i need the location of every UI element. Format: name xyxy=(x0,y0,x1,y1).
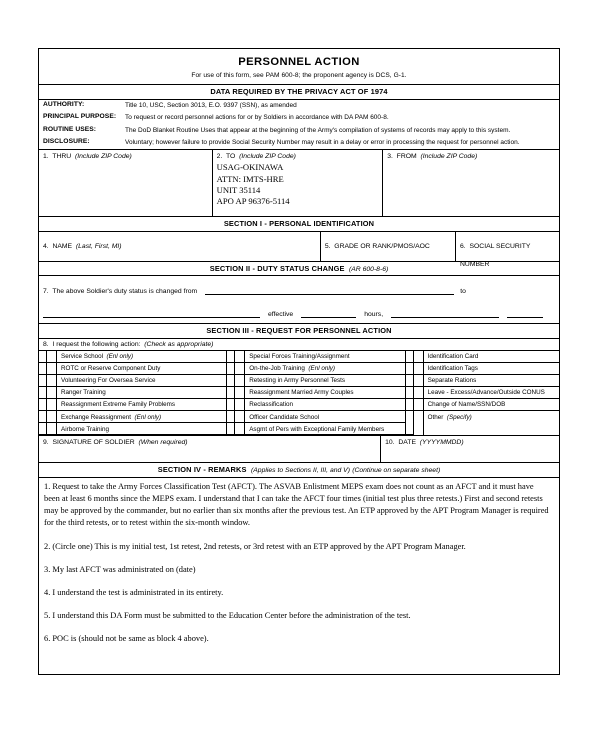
remarks-paragraph: 5. I understand this DA Form must be submitted to the Education Center before the administration of the test. xyxy=(44,611,411,621)
action-item-officer-candidate-school[interactable] xyxy=(227,411,405,423)
privacy-text-routine-uses: The DoD Blanket Routine Uses that appear at the beginning of the Army's compilation of systems of records may apply to this system. xyxy=(125,126,511,134)
action-label: Volunteering For Oversea Service xyxy=(57,375,227,387)
address-line: USAG-OKINAWA xyxy=(216,162,284,173)
privacy-act-block xyxy=(39,100,559,151)
section-4-band: SECTION IV - REMARKS (Applies to Sections II, III, and V) (Continue on separate sheet) xyxy=(39,463,559,478)
action-column-3 xyxy=(406,351,559,436)
action-label: Identification Tags xyxy=(424,363,559,375)
action-label: ROTC or Reserve Component Duty xyxy=(57,363,227,375)
action-label: On-the-Job Training (Enl only) xyxy=(245,363,405,375)
field-thru[interactable] xyxy=(39,150,213,216)
action-label: Leave - Excess/Advance/Outside CONUS xyxy=(424,387,559,399)
field-grade-rank-label: 5. GRADE OR RANK/PMOS/AOC xyxy=(324,242,430,250)
remarks-paragraph: 3. My last AFCT was administrated on (date) xyxy=(44,564,196,574)
checkbox-retesting-army-personnel-tests[interactable] xyxy=(235,375,245,387)
remarks-body[interactable] xyxy=(39,478,559,674)
duty-status-effective-label: effective xyxy=(268,311,294,319)
spacer-cell xyxy=(406,375,414,387)
section-2-band: SECTION II - DUTY STATUS CHANGE (AR 600-8-6) xyxy=(39,262,559,277)
action-item-other[interactable] xyxy=(406,411,559,435)
action-label: Asgmt of Pers with Exceptional Family Members xyxy=(245,423,405,435)
privacy-row-routine-uses xyxy=(39,124,559,136)
action-item-reassignment-married-army-couples[interactable] xyxy=(227,387,405,399)
action-checkbox-table xyxy=(39,351,559,436)
signature-date-row xyxy=(39,435,559,463)
address-line: APO AP 96376-5114 xyxy=(216,196,290,207)
field-date[interactable] xyxy=(381,436,559,462)
field-from-label: 3. FROM (Include ZIP Code) xyxy=(387,153,478,161)
action-label: Retesting in Army Personnel Tests xyxy=(245,375,405,387)
checkbox-exchange-reassignment[interactable] xyxy=(47,411,57,423)
action-label: Reclassification xyxy=(245,399,405,411)
action-item-service-school[interactable] xyxy=(39,351,227,363)
action-item-rotc-reserve-component-duty[interactable] xyxy=(39,363,227,375)
remarks-paragraph: 1. Request to take the Army Forces Classification Test (AFCT). The ASVAB Enlistment MEPS exam does not count as an AFCT and it must have been at least 6 months since the MEPS exam. I understand that I can take the AFCT four times (initial test plus three retests.) First and second retests may be approved by the commander, but no earlier than six months after the previous test. An ETP approved by the APT Program Manager is required for the third retests, or to retest within the six-month window. xyxy=(44,481,549,528)
remarks-paragraph: 2. (Circle one) This is my initial test, 1st retest, 2nd retests, or 3rd retest with an ETP approved by the APT Program Manager. xyxy=(44,541,466,551)
spacer-cell xyxy=(227,399,235,411)
privacy-row-principal-purpose xyxy=(39,112,559,124)
address-line: UNIT 35114 xyxy=(216,184,261,195)
action-item-identification-card[interactable] xyxy=(406,351,559,363)
privacy-act-band: DATA REQUIRED BY THE PRIVACY ACT OF 1974 xyxy=(39,85,559,100)
action-item-retesting-army-personnel-tests[interactable] xyxy=(227,375,405,387)
action-item-reassignment-extreme-family-problems[interactable] xyxy=(39,399,227,411)
form-title-block xyxy=(39,49,559,85)
field-to-label: 2. TO (Include ZIP Code) xyxy=(216,153,296,161)
privacy-label-authority: AUTHORITY: xyxy=(43,101,85,108)
action-label: Reassignment Married Army Couples xyxy=(245,387,405,399)
checkbox-service-school[interactable] xyxy=(47,351,57,363)
action-item-change-of-name-ssn-dob[interactable] xyxy=(406,399,559,411)
spacer-cell xyxy=(406,363,414,375)
duty-status-line-2 xyxy=(43,308,555,318)
action-label: Officer Candidate School xyxy=(245,411,405,423)
field-signature[interactable] xyxy=(39,436,381,462)
spacer-cell xyxy=(406,351,414,363)
routing-row xyxy=(39,150,559,217)
spacer-cell xyxy=(39,363,47,375)
action-item-volunteering-oversea-service[interactable] xyxy=(39,375,227,387)
checkbox-identification-card[interactable] xyxy=(414,351,424,363)
action-column-2 xyxy=(227,351,405,436)
form-subtitle: For use of this form, see PAM 600-8; the proponent agency is DCS, G-1. xyxy=(191,72,407,79)
privacy-label-disclosure: DISCLOSURE: xyxy=(43,138,90,146)
action-item-separate-rations[interactable] xyxy=(406,375,559,387)
spacer-cell xyxy=(39,399,47,411)
spacer-cell xyxy=(227,387,235,399)
action-label: Special Forces Training/Assignment xyxy=(245,351,405,363)
spacer-cell xyxy=(39,411,47,423)
duty-status-trailing-input[interactable] xyxy=(507,308,543,318)
spacer-cell xyxy=(406,411,414,435)
field-to[interactable] xyxy=(213,150,384,216)
page-title: PERSONNEL ACTION xyxy=(238,56,360,68)
action-item-ranger-training[interactable] xyxy=(39,387,227,399)
checkbox-identification-tags[interactable] xyxy=(414,363,424,375)
action-label: Service School (Enl only) xyxy=(57,351,227,363)
field-signature-label: 9. SIGNATURE OF SOLDIER (When required) xyxy=(43,438,188,446)
remarks-paragraph: 4. I understand the test is administrated in its entirety. xyxy=(44,587,224,597)
spacer-cell xyxy=(39,387,47,399)
duty-status-to-label: to xyxy=(460,288,466,296)
privacy-row-disclosure xyxy=(39,137,559,149)
checkbox-reassignment-married-army-couples[interactable] xyxy=(235,387,245,399)
checkbox-on-the-job-training[interactable] xyxy=(235,363,245,375)
action-label: Exchange Reassignment (Enl only) xyxy=(57,411,227,423)
spacer-cell xyxy=(227,363,235,375)
checkbox-leave-excess-advance-outside-conus[interactable] xyxy=(414,387,424,399)
checkbox-ranger-training[interactable] xyxy=(47,387,57,399)
action-item-asgmt-pers-exceptional-family-members[interactable] xyxy=(227,423,405,435)
action-item-on-the-job-training[interactable] xyxy=(227,363,405,375)
field-name[interactable] xyxy=(39,232,321,261)
privacy-label-principal-purpose: PRINCIPAL PURPOSE: xyxy=(43,113,117,121)
action-column-1 xyxy=(39,351,227,436)
field-to-value xyxy=(217,162,383,207)
action-label: Airborne Training xyxy=(57,423,227,435)
privacy-text-disclosure: Voluntary; however failure to provide Social Security Number may result in a delay or error in processing the request for personnel action. xyxy=(125,139,520,147)
checkbox-asgmt-pers-exceptional-family-members[interactable] xyxy=(235,423,245,435)
field-grade-rank[interactable] xyxy=(321,232,456,261)
action-label: Identification Card xyxy=(424,351,559,363)
duty-status-item-number: 7. The above Soldier's duty status is changed from xyxy=(43,288,198,296)
spacer-cell xyxy=(406,387,414,399)
privacy-label-routine-uses: ROUTINE USES: xyxy=(43,125,97,133)
checkbox-reclassification[interactable] xyxy=(235,399,245,411)
address-line: ATTN: IMTS-HRE xyxy=(216,173,284,184)
spacer-cell xyxy=(39,375,47,387)
action-label: Separate Rations xyxy=(424,375,559,387)
action-label: Other (Specify) xyxy=(427,413,472,421)
privacy-text-principal-purpose: To request or record personnel actions for or by Soldiers in accordance with DA PAM 600-8. xyxy=(125,114,389,122)
remarks-paragraph: 6. POC is (should not be same as block 4 above). xyxy=(44,634,209,644)
action-label: Ranger Training xyxy=(57,387,227,399)
checkbox-change-of-name-ssn-dob[interactable] xyxy=(414,399,424,411)
field-from[interactable] xyxy=(383,150,559,216)
checkbox-other[interactable] xyxy=(414,411,424,435)
checkbox-airborne-training[interactable] xyxy=(47,423,57,435)
checkbox-separate-rations[interactable] xyxy=(414,375,424,387)
checkbox-reassignment-extreme-family-problems[interactable] xyxy=(47,399,57,411)
duty-status-extra-input[interactable] xyxy=(391,308,499,318)
duty-status-effective-date-input[interactable] xyxy=(301,308,356,318)
spacer-cell xyxy=(227,351,235,363)
section-2-body xyxy=(39,276,559,324)
duty-status-from-input[interactable] xyxy=(205,285,454,295)
duty-status-hours-label: hours, xyxy=(364,311,384,319)
field-ssn[interactable] xyxy=(456,232,559,268)
action-item-leave-excess-advance-outside-conus[interactable] xyxy=(406,387,559,399)
action-item-airborne-training[interactable] xyxy=(39,423,227,435)
spacer-cell xyxy=(406,399,414,411)
action-item-special-forces-training-assignment[interactable] xyxy=(227,351,405,363)
field-date-label: 10. DATE (YYYYMMDD) xyxy=(385,438,464,446)
action-item-reclassification[interactable] xyxy=(227,399,405,411)
field-thru-label: 1. THRU (Include ZIP Code) xyxy=(43,153,132,161)
section-3-prompt: 8. I request the following action: (Check as appropriate) xyxy=(39,339,559,351)
spacer-cell xyxy=(39,423,47,435)
checkbox-officer-candidate-school[interactable] xyxy=(235,411,245,423)
field-name-label: 4. NAME (Last, First, MI) xyxy=(43,242,122,250)
duty-status-to-input[interactable] xyxy=(43,308,260,318)
spacer-cell xyxy=(227,423,235,435)
privacy-text-authority: Title 10, USC, Section 3013, E.O. 9397 (SSN), as amended xyxy=(125,102,297,109)
privacy-row-authority xyxy=(39,100,559,112)
spacer-cell xyxy=(39,351,47,363)
action-label: Reassignment Extreme Family Problems xyxy=(57,399,227,411)
checkbox-volunteering-oversea-service[interactable] xyxy=(47,375,57,387)
action-item-exchange-reassignment[interactable] xyxy=(39,411,227,423)
field-ssn-label: 6. SOCIAL SECURITY NUMBER xyxy=(460,242,531,268)
action-item-identification-tags[interactable] xyxy=(406,363,559,375)
section-1-band: SECTION I - PERSONAL IDENTIFICATION xyxy=(39,217,559,232)
duty-status-line-1 xyxy=(43,285,555,295)
checkbox-rotc-reserve-component-duty[interactable] xyxy=(47,363,57,375)
checkbox-special-forces-training-assignment[interactable] xyxy=(235,351,245,363)
form-page xyxy=(38,48,560,675)
section-3-band: SECTION III - REQUEST FOR PERSONNEL ACTION xyxy=(39,324,559,339)
action-label: Change of Name/SSN/DOB xyxy=(424,399,559,411)
spacer-cell xyxy=(227,411,235,423)
spacer-cell xyxy=(227,375,235,387)
